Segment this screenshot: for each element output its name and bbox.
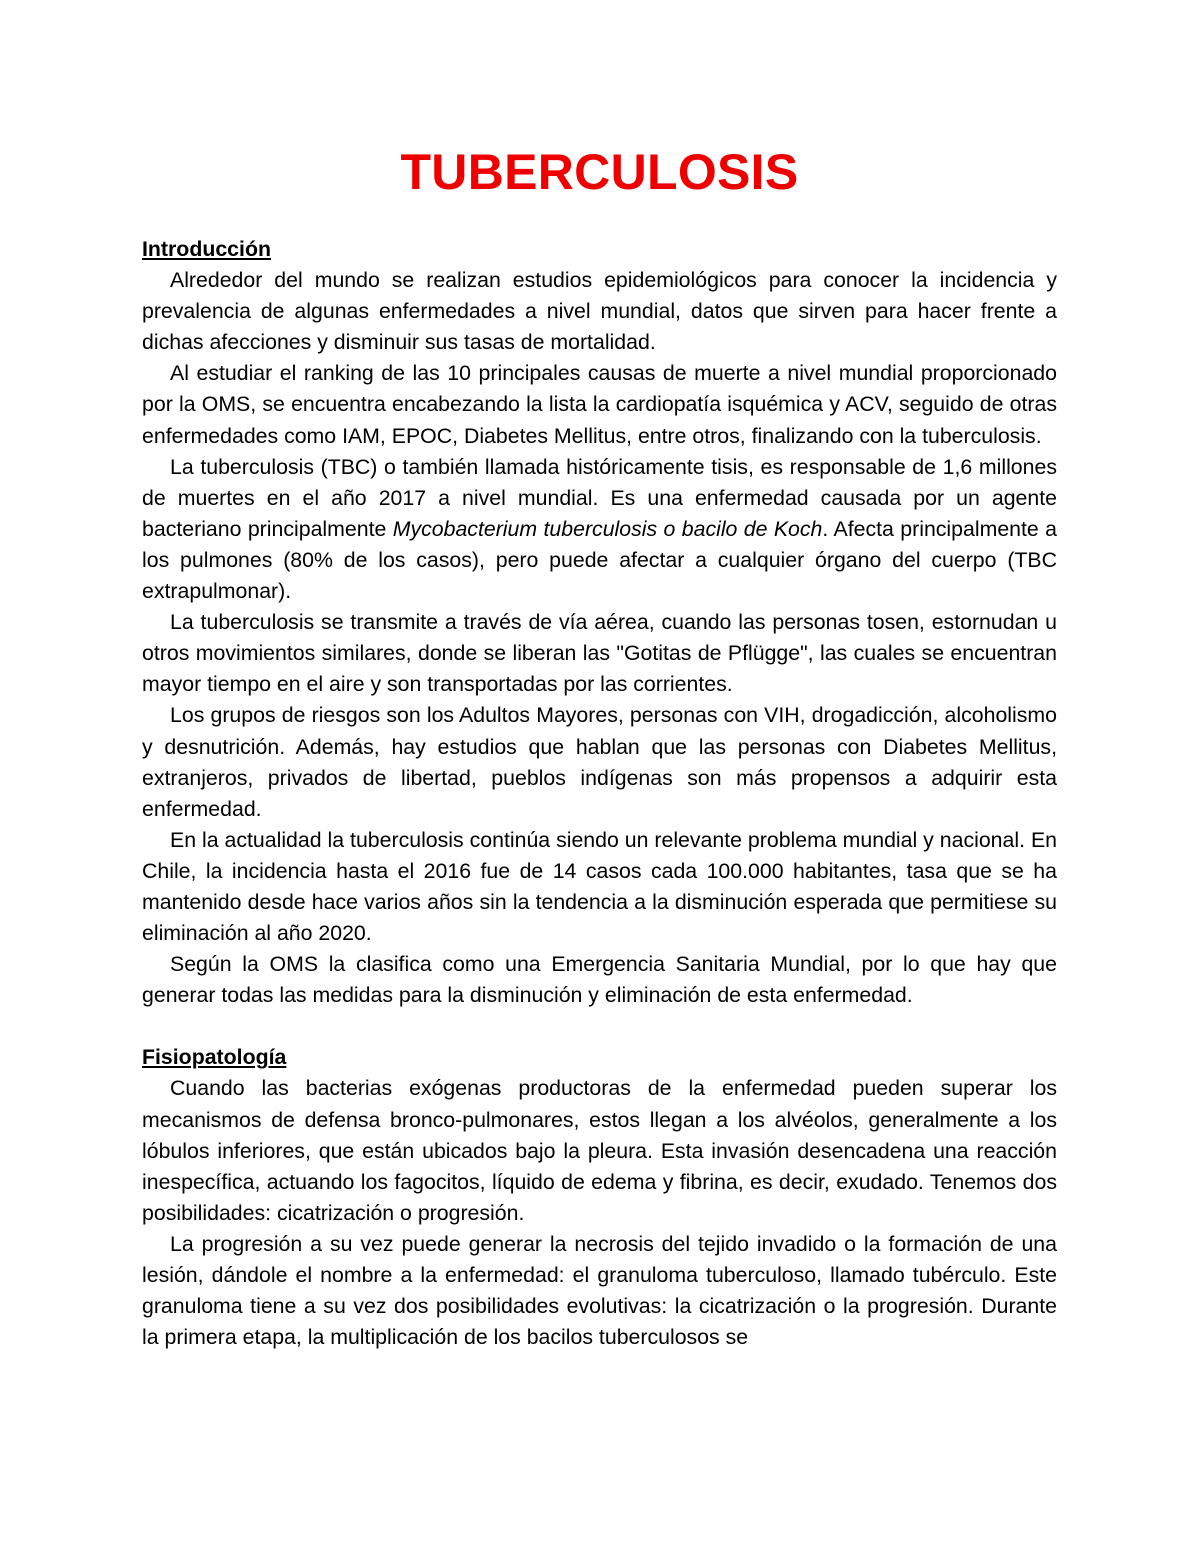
paragraph-intro-5: Los grupos de riesgos son los Adultos Mayores, personas con VIH, drogadicción, alcoholismo y desnutrición. Además, hay estudios que hablan que las personas con Diabetes Mellitus, extranjeros, privados de libertad, pueblos indígenas son más propensos a adquirir esta enfermedad. (142, 703, 1057, 821)
paragraph-intro-3 (142, 452, 1057, 607)
paragraph-fisio-2: La progresión a su vez puede generar la necrosis del tejido invadido o la formación de una lesión, dándole el nombre a la enfermedad: el granuloma tuberculoso, llamado tubérculo. Este granuloma tiene a su vez dos posibilidades evolutivas: la cicatrización o la progresión. Durante la primera etapa, la multiplicación de los bacilos tuberculosos se (142, 1231, 1057, 1350)
document-body (142, 140, 1057, 1353)
section-introduccion (142, 234, 1057, 1011)
paragraph-intro-1: Alrededor del mundo se realizan estudios epidemiológicos para conocer la incidencia y prevalencia de algunas enfermedades a nivel mundial, datos que sirven para hacer frente a dichas afecciones y disminuir sus tasas de mortalidad. (142, 268, 1057, 355)
paragraph-intro-3-text-after: . Afecta principalmente a los pulmones (80% de los casos), pero puede afectar a cualquier órgano del cuerpo (TBC extrapulmonar). (142, 516, 1057, 604)
paragraph-intro-2: Al estudiar el ranking de las 10 principales causas de muerte a nivel mundial proporcionado por la OMS, se encuentra encabezando la lista la cardiopatía isquémica y ACV, seguido de otras enfermedades como IAM, EPOC, Diabetes Mellitus, entre otros, finalizando con la tuberculosis. (142, 361, 1057, 448)
section-fisiopatologia (142, 1042, 1057, 1353)
section-heading-fisiopatologia: Fisiopatología (142, 1045, 287, 1070)
paragraph-intro-7: Según la OMS la clasifica como una Emergencia Sanitaria Mundial, por lo que hay que generar todas las medidas para la disminución y eliminación de esta enfermedad. (142, 952, 1057, 1008)
paragraph-intro-4: La tuberculosis se transmite a través de vía aérea, cuando las personas tosen, estornudan u otros movimientos similares, donde se liberan las "Gotitas de Pflügge", las cuales se encuentran mayor tiempo en el aire y son transportadas por las corrientes. (142, 610, 1057, 697)
document-title: TUBERCULOSIS (400, 144, 799, 200)
section-heading-introduccion: Introducción (142, 237, 271, 261)
paragraph-fisio-1: Cuando las bacterias exógenas productoras de la enfermedad pueden superar los mecanismos de defensa bronco-pulmonares, estos llegan a los alvéolos, generalmente a los lóbulos inferiores, que están ubicados bajo la pleura. Esta invasión desencadena una reacción inespecífica, actuando los fagocitos, líquido de edema y fibrina, es decir, exudado. Tenemos dos posibilidades: cicatrización o progresión. (142, 1076, 1057, 1225)
section-spacer (142, 1011, 1057, 1042)
paragraph-intro-3-text-before: La tuberculosis (TBC) o también llamada históricamente tisis, es responsable de 1,6 millones de muertes en el año 2017 a nivel mundial. Es una enfermedad causada por un agente bacteriano principalmente (142, 454, 1057, 541)
paragraph-intro-3-italic-species: Mycobacterium tuberculosis o bacilo de Koch (392, 516, 823, 541)
paragraph-intro-6: En la actualidad la tuberculosis continúa siendo un relevante problema mundial y nacional. En Chile, la incidencia hasta el 2016 fue de 14 casos cada 100.000 habitantes, tasa que se ha mantenido desde hace varios años sin la tendencia a la disminución esperada que permitiese su eliminación al año 2020. (142, 827, 1057, 946)
